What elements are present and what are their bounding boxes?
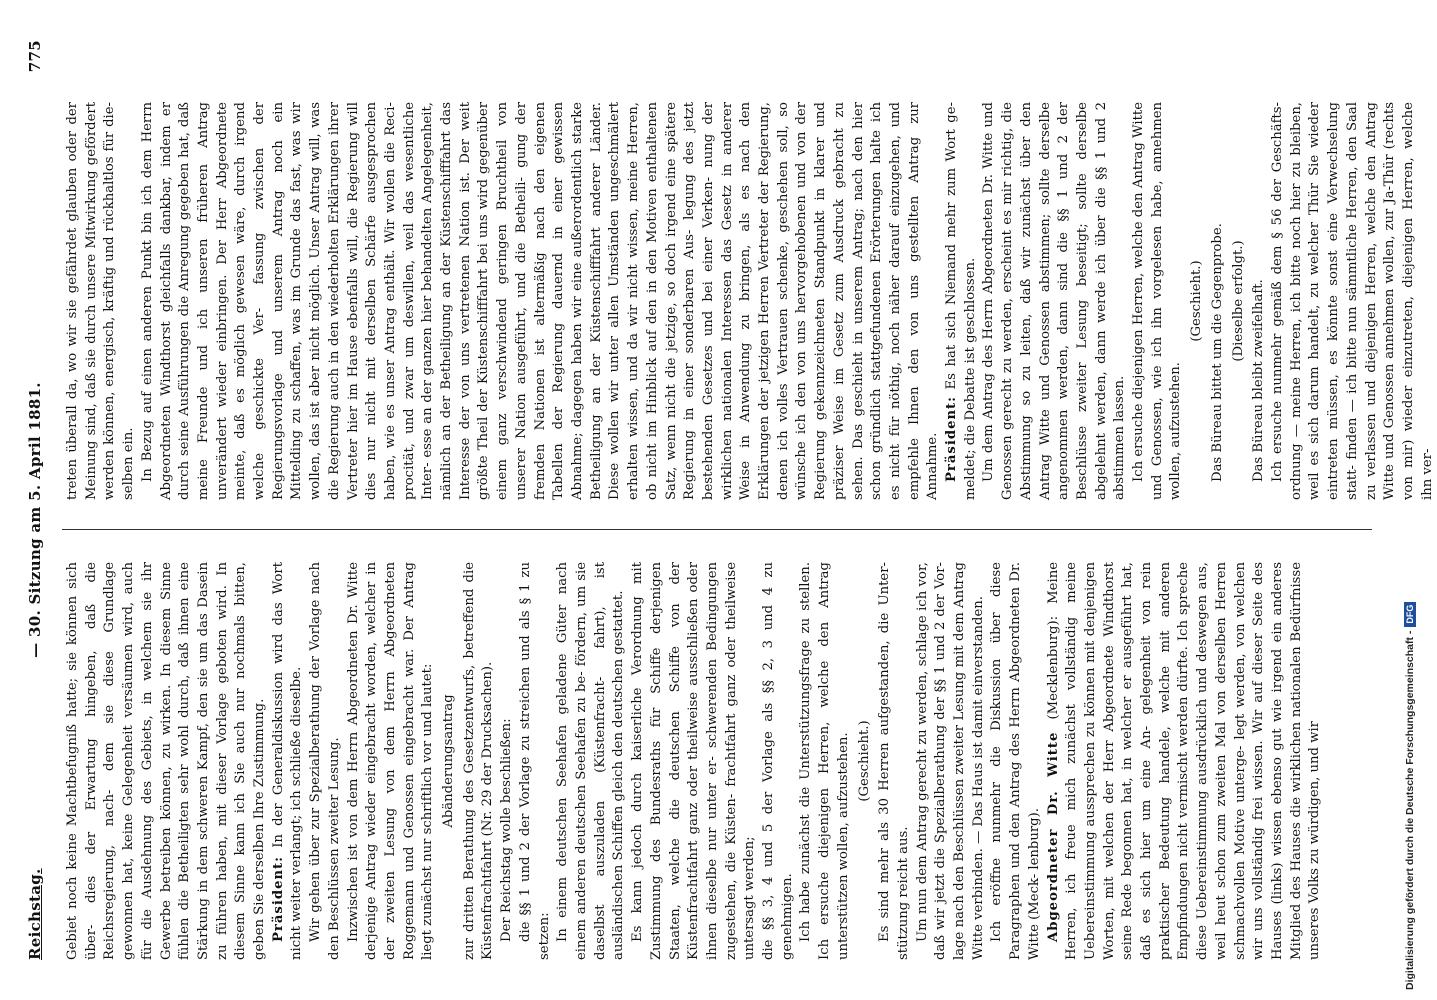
centered-line — [856, 562, 875, 960]
paragraph-text: (Geschieht.) — [1189, 260, 1205, 342]
paragraph-text: Wir gehen über zur Spezialberathung der Vorlage nach den Beschlüssen zweiter Lesung. — [308, 562, 342, 960]
paragraph — [498, 562, 517, 960]
paragraph — [914, 562, 989, 960]
paragraph — [139, 102, 943, 500]
paragraph-text: Ich eröffne nunmehr die Diskussion über diese Paragraphen und den Antrag des Herrn Abgeordneten Dr. Witte (Meck- lenburg). — [989, 562, 1042, 960]
paragraph-text: Es hat sich Niemand mehr zum Wort ge- meldet; die Debatte ist geschlossen. — [944, 102, 978, 500]
centered-line — [1230, 102, 1249, 500]
paragraph-text: Ich ersuche diejenigen Herren, welche den Antrag Witte und Genossen, wie ich ihn vorgelesen habe, annehmen wollen, aufzustehen. — [1131, 102, 1184, 500]
paragraph — [270, 562, 307, 960]
paragraph — [1045, 562, 1326, 960]
paragraph-text: In einem deutschen Seehafen geladene Güter nach einem anderen deutschen Seehafen zu be- fördern, um sie daselbst auszuladen (Küstenfracht- fahrt), ist ausländischen Schiffen gleich den deutschen gestattet. — [555, 562, 627, 960]
paragraph-text: treten überall da, wo wir sie gefährdet glauben oder der Meinung sind, daß sie durch unsere Mitwirkung gefördert werden können, energisch, kräftig und rückhaltlos für die- selben ein. — [65, 102, 137, 500]
digitization-note — [1404, 10, 1430, 990]
paragraph — [629, 562, 760, 960]
paragraph-text: (Mecklenburg): Meine Herren, ich freue mich zunächst vollständig meine Uebereinstimmung aussprechen zu können mit denjenigen Worten, mit welchen der Herr Abgeordnete Windthorst seine Rede begonnen hat, in welcher er ausgeführt hat, daß es sich hier um eine An- gelegenheit von rein praktischer Bedeutung handele, welche mit anderen Empfindungen nicht vermischt werden dürfte. Ich spreche diese Uebereinstimmung ausdrücklich und deswegen aus, weil heut schon zum zweiten Mal von derselben Herren schmachvollen Motive unterge- legt werden, von welchen wir uns vollständig frei wissen. Wir auf dieser Seite des Hauses (links) wissen ebenso gut wie irgend ein anderes Mitglied des Hauses die wirklichen nationalen Bedürfnisse unseres Volks zu würdigen, und wir — [1045, 562, 1323, 960]
dfg-logo: DFG — [1404, 602, 1416, 627]
paragraph-text: Um dem Antrag des Herrn Abgeordneten Dr. Witte und Genossen gerecht zu werden, erscheint es mir richtig, die Abstimmung so zu leiten, daß wir zunächst über den Antrag Witte und Genossen abstimmen; sollte derselbe angenommen werden, dann sind die §§ 1 und 2 der Beschlüsse zweiter Lesung beseitigt; sollte derselbe abgelehnt werden, dann werde ich über die §§ 1 und 2 abstimmen lassen. — [981, 102, 1128, 500]
paragraph-text: Es kann jedoch durch kaiserliche Verordnung mit Zustimmung des Bundesraths für Schiffe derjenigen Staaten, welche die deutschen Schiffe von der Küstenfrachtfahrt ganz oder theilweise ausschließen oder ihnen dieselbe nur unter er- schwerenden Bedingungen zugestehen, die Küsten- frachtfahrt ganz oder theilweise untersagt werden; — [630, 562, 758, 960]
digitization-text: Digitalisierung gefördert durch die Deutsche Forschungsgemeinschaft - — [1404, 630, 1416, 990]
paragraph-text: Das Büreau bittet um die Gegenprobe. — [1209, 223, 1225, 482]
paragraph-text: In Bezug auf einen anderen Punkt bin ich dem Herrn Abgeordneten Windthorst gleichfalls dankbar, indem er durch seine Ausführungen die Anregung gegeben hat, daß meine Freunde und ich unseren früheren Antrag unverändert wieder einbringen. Der Herr Abgeordnete meinte, daß es möglich gewesen wäre, durch irgend welche geschickte Ver- fassung zwischen der Regierungsvorlage und unserem Antrag noch ein Mittelding zu schaffen, was im Grunde das fast, was wir wollen, das ist aber nicht möglich. Unser Antrag will, was die Regierung auch in den wiederholten Erklärungen ihrer Vertreter hier im Hause ebenfalls will, die Regierung will dies nur nicht mit derselben Schärfe ausgesprochen haben, wie es unser Antrag enthält. Wir wollen die Reci- procität, und zwar um deswillen, weil das wesentliche Inter- esse an der ganzen hier behandelten Angelegenheit, nämlich an der Betheiligung an der Küstenschifffahrt das Interesse der von uns vertretenen Nation ist. Der weit größte Theil der Küstenschifffahrt bei uns wird gegenüber einem ganz verschwindend geringen Bruchtheil von unserer Nation ausgeführt, und die Betheili- gung der fremden Nationen ist altermäßig nach den eigenen Tabellen der Regierung dauernd in einer gewissen Abnahme; dagegen haben wir eine außerordentlich starke Betheiligung an der Küstenschifffahrt anderer Länder. Diese wollen wir unter allen Umständen ungeschmälert erhalten wissen, und da wir nicht wissen, meine Herren, ob nicht im Hinblick auf den in den Motiven enthaltenen Satz, wenn nicht die jetzige, so doch irgend eine spätere Regierung in einer sonderbaren Aus- legung des jetzt bestehenden Gesetzes und bei einer Verken- nung der wirklichen nationalen Interessen das Gesetz in anderer Weise in Anwendung zu bringen, als es nach den Erklärungen der jetzigen Herren Vertreter der Regierung, denen ich volles Vertrauen schenke, geschehen soll, so wünsche ich den von uns hervorgehobenen und von der Regierung gekennzeichneten Standpunkt in klarer und präziser Weise im Gesetz zum Ausdruck gebracht zu sehen. Das geschieht in unserem Antrag; nach den hier schon gründlich stattgefundenen Erörterungen halte ich es nicht für nöthig, noch näher darauf einzugehen, und empfehle Ihnen den von uns gestellten Antrag zur Annahme. — [139, 102, 941, 500]
page-number: 775 — [26, 40, 44, 73]
paragraph-text: Ich ersuche nunmehr gemäß dem § 56 der Geschäfts- ordnung — meine Herren, ich bitte noch hier zu bleiben, weil es sich darum handelt, zu welcher Thür Sie wieder eintreten müssen, es könnte sonst eine Verwechselung statt- finden — ich bitte nun sämmtliche Herren, den Saal zu verlassen und diejenigen Herren, welche den Antrag Witte und Genossen annehmen wollen, zur Ja-Thür (rechts von mir) wieder einzutreten, diejenigen Herren, welche ihn ver- — [1270, 102, 1435, 500]
right-text-column — [64, 102, 1435, 500]
paragraph-text: Um nun dem Antrag gerecht zu werden, schlage ich vor, daß wir jetzt die Spezialberathung der §§ 1 und 2 der Vor- lage nach den Beschlüssen zweiter Lesung mit dem Antrag Witte verbinden. — Das Haus ist damit einverstanden. — [914, 562, 986, 960]
left-text-column — [64, 562, 1364, 960]
paragraph-text: Das Büreau bleibt zweifelhaft. — [1251, 279, 1267, 482]
centered-line — [1188, 102, 1207, 500]
centered-line — [440, 562, 459, 960]
paragraph-text: Der Reichstag wolle beschließen: — [499, 718, 515, 942]
header-title: Reichstag. — [26, 868, 44, 960]
paragraph — [797, 562, 853, 960]
paragraph — [943, 102, 980, 500]
header-session: — 30. Sitzung am 5. April 1881. — [26, 382, 44, 658]
paragraph-text: Ich habe zunächst die Unterstützungsfrage zu stellen. Ich ersuche diejenigen Herren, welche den Antrag unterstützen wollen, aufzustehen. — [798, 562, 851, 960]
paragraph-text: In der Generaldiskussion wird das Wort nicht weiter verlangt; ich schließe dieselbe. — [270, 562, 305, 960]
paragraph-text: Es sind mehr als 30 Herren aufgestanden, die Unter- stützung reicht aus. — [877, 562, 911, 960]
paragraph — [64, 562, 270, 960]
paragraph-text: die §§ 3, 4 und 5 der Vorlage als §§ 2, 3 und 4 zu genehmigen. — [761, 562, 795, 960]
paragraph — [345, 562, 439, 960]
paragraph — [461, 562, 498, 960]
paragraph-text: Inzwischen ist von dem Herrn Abgeordneten Dr. Witte derjenige Antrag wieder eingebracht worden, welcher in der zweiten Lesung von dem Herrn Abgeordneten Roggemann und Genossen eingebracht war. Der Antrag liegt zunächst nur schriftlich vor und lautet: — [345, 562, 436, 960]
paragraph — [1209, 102, 1228, 500]
paragraph — [760, 562, 797, 960]
speaker-name: Abgeordneter Dr. Witte — [1045, 731, 1061, 942]
paragraph — [876, 562, 913, 960]
speaker-name: Präsident: — [944, 395, 960, 482]
speaker-name: Präsident: — [270, 855, 286, 942]
paragraph-text: (Dieselbe erfolgt.) — [1230, 240, 1246, 362]
page-header — [16, 40, 60, 1000]
paragraph — [1130, 102, 1186, 500]
paragraph-text: zur dritten Berathung des Gesetzentwurfs, betreffend die Küstenfrachtfahrt (Nr. 29 der Drucksachen). — [461, 562, 496, 960]
paragraph — [517, 562, 554, 960]
paragraph — [307, 562, 344, 960]
paragraph-text: Abänderungsantrag — [441, 694, 457, 828]
paragraph-text: (Geschieht.) — [856, 720, 872, 802]
paragraph-text: Gebiet noch keine Machtbefugniß hatte; sie können sich über- dies der Erwartung hingeben, daß die Reichsregierung, nach- dem sie diese Grundlage gewonnen hat, keine Gelegenheit versäumen wird, auch für die Ausdehnung des Gebiets, in welchem sie ihr Gewerbe betreiben können, zu wirken. In diesem Sinne fühlen die Betheiligten sehr wohl durch, daß ihnen eine Stärkung in dem schweren Kampf, den sie um das Dasein zu führen haben, mit dieser Vorlage geboten wird. In diesem Sinne kann ich Sie auch nur nochmals bitten, geben Sie derselben Ihre Zustimmung. — [65, 562, 268, 960]
paragraph-text: die §§ 1 und 2 der Vorlage zu streichen und als § 1 zu setzen: — [517, 562, 552, 960]
paragraph — [980, 102, 1130, 500]
column-divider — [62, 529, 1372, 530]
paragraph — [1250, 102, 1269, 500]
paragraph — [64, 102, 139, 500]
paragraph — [988, 562, 1044, 960]
paragraph — [554, 562, 629, 960]
